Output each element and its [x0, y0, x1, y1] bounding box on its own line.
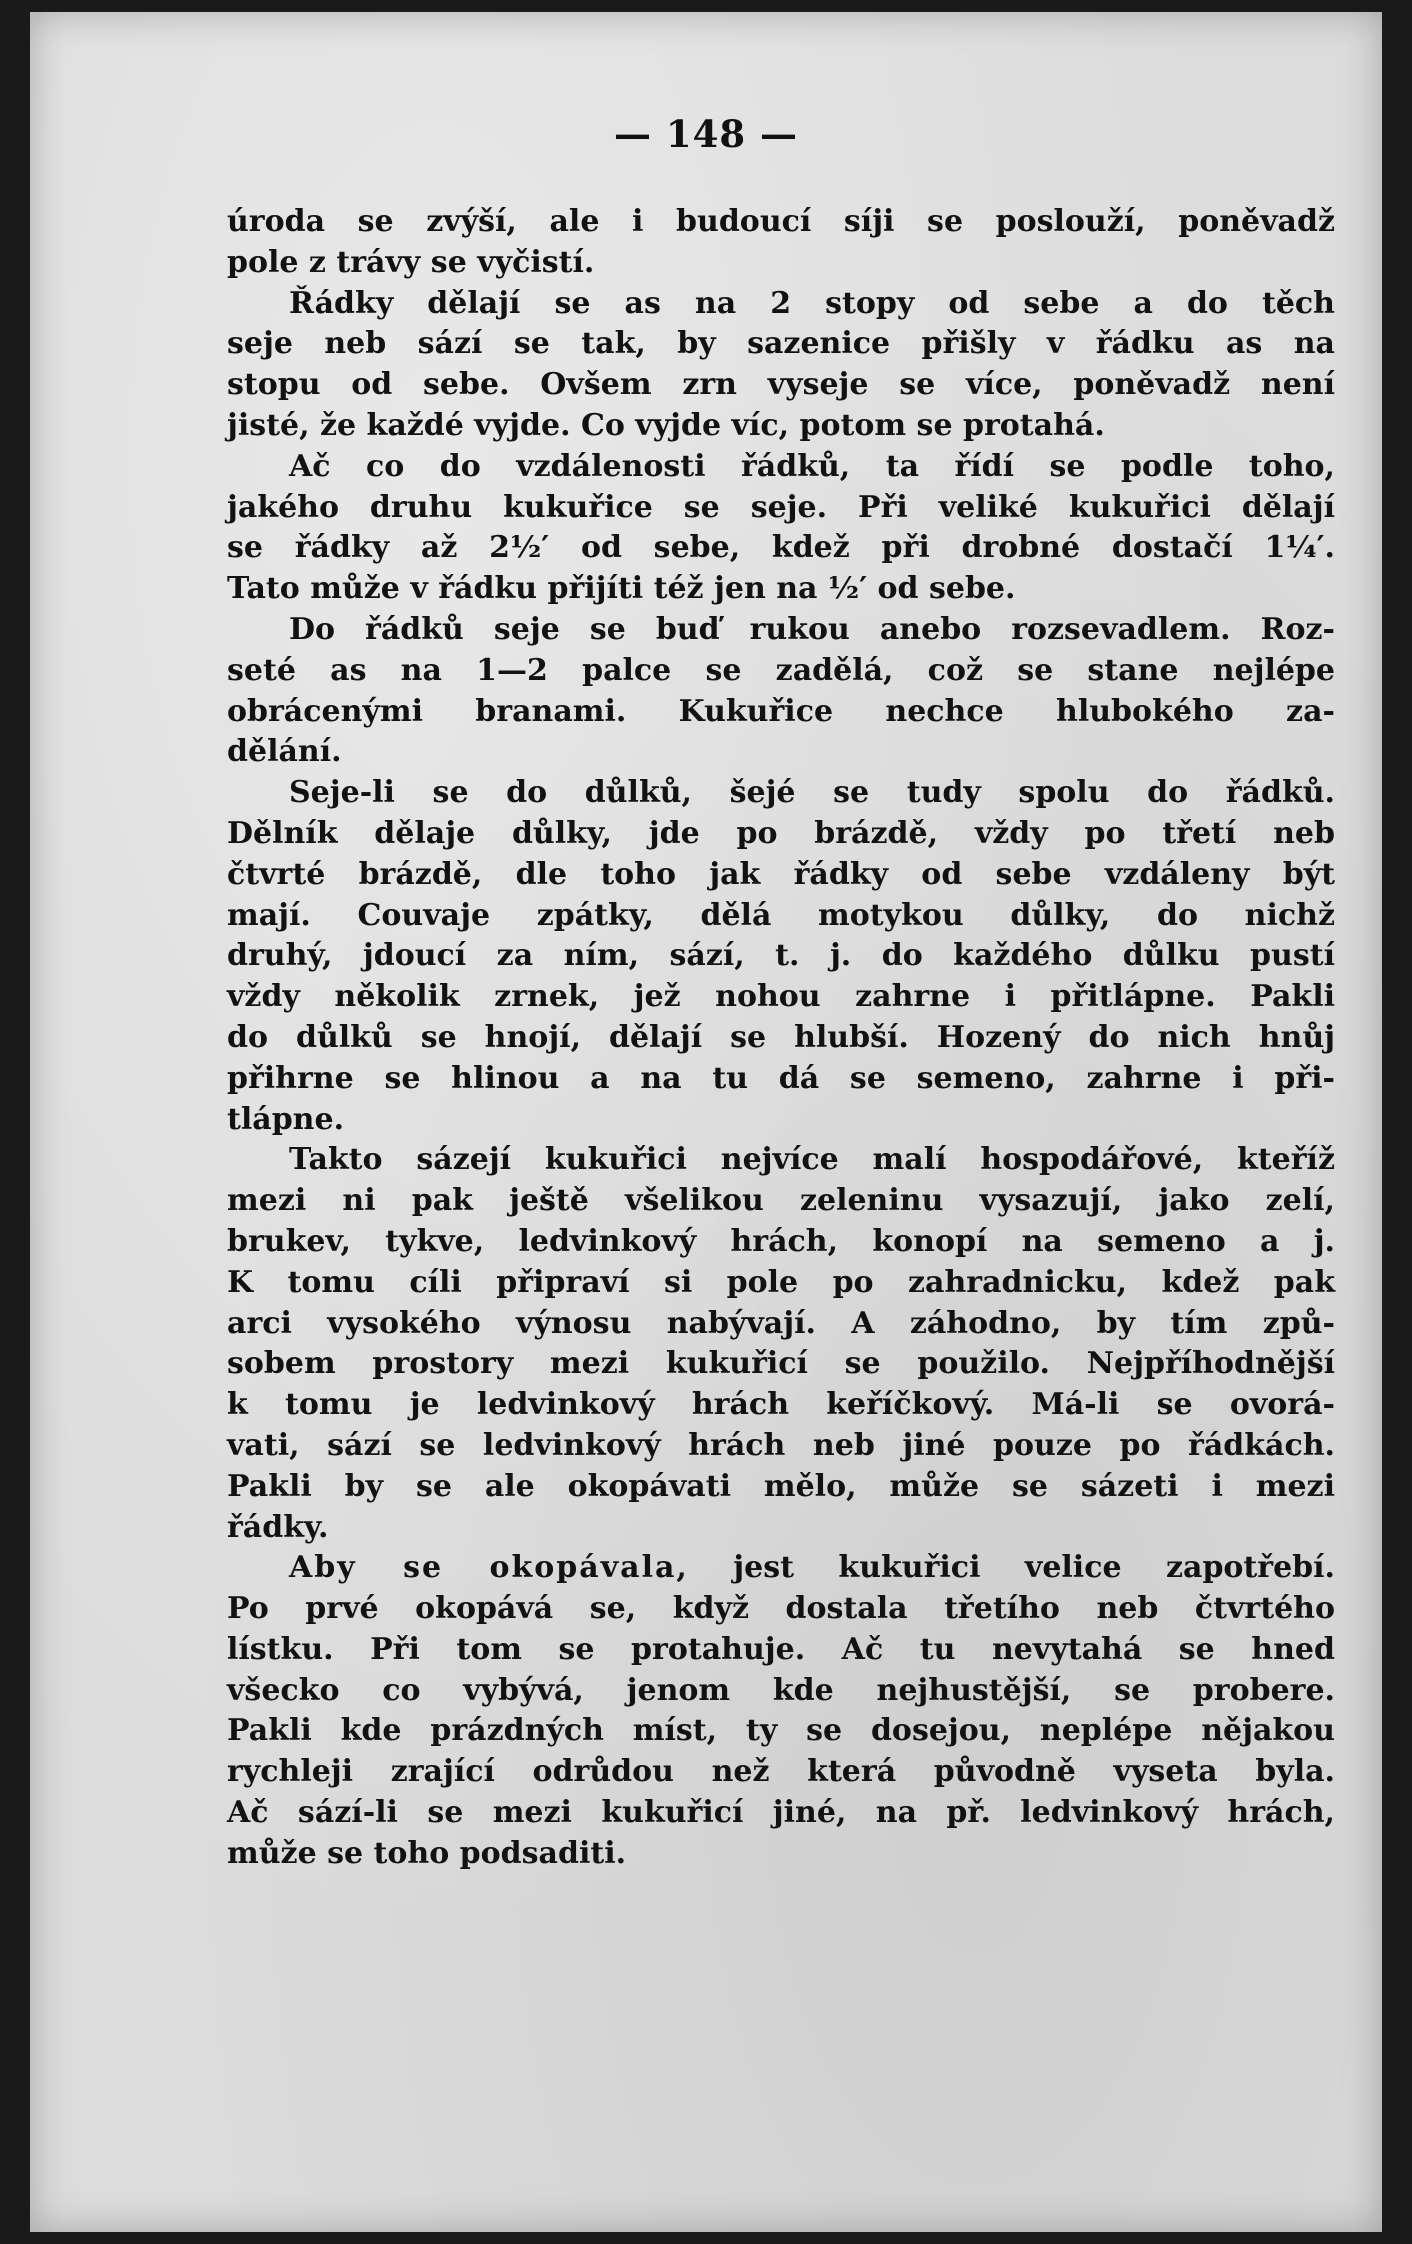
text-line: vati, sází se ledvinkový hrách neb jiné pouze po řádkách.	[227, 1427, 1335, 1463]
paragraph-6	[227, 1140, 1335, 1548]
text-line: Takto sázejí kukuřici nejvíce malí hospodářové, kteříž	[289, 1142, 1335, 1178]
text-fragment: jest kukuřici velice zapotřebí.	[733, 1550, 1335, 1586]
text-line: Pakli by se ale okopávati mělo, může se sázeti i mezi	[227, 1468, 1335, 1504]
text-line: čtvrté brázdě, dle toho jak řádky od sebe vzdáleny být	[227, 856, 1335, 892]
paragraph-3	[227, 447, 1335, 610]
text-line: přihrne se hlinou a na tu dá se semeno, zahrne i při-	[227, 1060, 1335, 1096]
text-line: arci vysokého výnosu nabývají. A záhodno, by tím způ-	[227, 1305, 1335, 1341]
text-line: Ač sází-li se mezi kukuřicí jiné, na př. ledvinkový hrách,	[227, 1795, 1335, 1831]
text-line: se řádky až 2½′ od sebe, kdež při drobné dostačí 1¼′.	[227, 530, 1335, 566]
page-number: — 148 —	[614, 112, 798, 156]
text-line: jakého druhu kukuřice se seje. Při veliké kukuřici dělají	[227, 489, 1335, 525]
text-line: seté as na 1—2 palce se zadělá, což se stane nejlépe	[227, 652, 1335, 688]
text-line: Dělník dělaje důlky, jde po brázdě, vždy po třetí neb	[227, 815, 1335, 851]
text-line: rychleji zrající odrůdou než která původně vyseta byla.	[227, 1754, 1335, 1790]
body-text	[227, 202, 1335, 1875]
text-line: Řádky dělají se as na 2 stopy od sebe a do těch	[289, 285, 1335, 321]
text-line: seje neb sází se tak, by sazenice přišly v řádku as na	[227, 326, 1335, 362]
text-line: obrácenými branami. Kukuřice nechce hlubokého za-	[227, 693, 1335, 729]
paragraph-1	[227, 202, 1335, 284]
text-line: může se toho podsaditi.	[227, 1835, 627, 1871]
text-line: do důlků se hnojí, dělají se hlubší. Hozený do nich hnůj	[227, 1019, 1335, 1055]
text-line: mezi ni pak ještě všelikou zeleninu vysazují, jako zelí,	[227, 1183, 1335, 1219]
text-line: tlápne.	[227, 1101, 345, 1137]
text-line: Do řádků seje se buď rukou anebo rozsevadlem. Roz-	[289, 611, 1335, 647]
text-line: řádky.	[227, 1509, 329, 1545]
spaced-emphasis: Aby se okopávala,	[289, 1550, 689, 1586]
text-line: k tomu je ledvinkový hrách keříčkový. Má-li se ovorá-	[227, 1387, 1335, 1423]
paragraph-4	[227, 610, 1335, 773]
paragraph-2	[227, 284, 1335, 447]
text-line: dělání.	[227, 734, 342, 770]
paragraph-5	[227, 773, 1335, 1140]
text-line: Ač co do vzdálenosti řádků, ta řídí se podle toho,	[289, 448, 1335, 484]
text-line: všecko co vybývá, jenom kde nejhustější, se probere.	[227, 1672, 1335, 1708]
text-line: Seje-li se do důlků, šejé se tudy spolu do řádků.	[289, 775, 1335, 811]
text-line: Po prvé okopává se, když dostala třetího neb čtvrtého	[227, 1591, 1335, 1627]
text-line: lístku. Při tom se protahuje. Ač tu nevytahá se hned	[227, 1631, 1335, 1667]
text-line: druhý, jdoucí za ním, sází, t. j. do každého důlku pustí	[227, 938, 1335, 974]
text-line: Pakli kde prázdných míst, ty se dosejou, neplépe nějakou	[227, 1713, 1335, 1749]
text-line: mají. Couvaje zpátky, dělá motykou důlky, do nichž	[227, 897, 1335, 933]
text-line	[227, 1548, 1335, 1589]
text-line: jisté, že každé vyjde. Co vyjde víc, potom se protahá.	[227, 407, 1105, 443]
text-line: sobem prostory mezi kukuřicí se použilo. Nejpříhodnější	[227, 1346, 1335, 1382]
paragraph-7	[227, 1548, 1335, 1874]
book-page	[30, 12, 1382, 2232]
text-line: K tomu cíli připraví si pole po zahradnicku, kdež pak	[227, 1264, 1335, 1300]
text-line: pole z trávy se vyčistí.	[227, 244, 595, 280]
text-line: vždy několik zrnek, jež nohou zahrne i přitlápne. Pakli	[227, 979, 1335, 1015]
text-line: brukev, tykve, ledvinkový hrách, konopí na semeno a j.	[227, 1223, 1335, 1259]
text-line: Tato může v řádku přijíti též jen na ½′ od sebe.	[227, 571, 1016, 607]
text-line: úroda se zvýší, ale i budoucí síji se poslouží, poněvadž	[227, 204, 1335, 239]
text-line: stopu od sebe. Ovšem zrn vyseje se více, poněvadž není	[227, 367, 1335, 403]
